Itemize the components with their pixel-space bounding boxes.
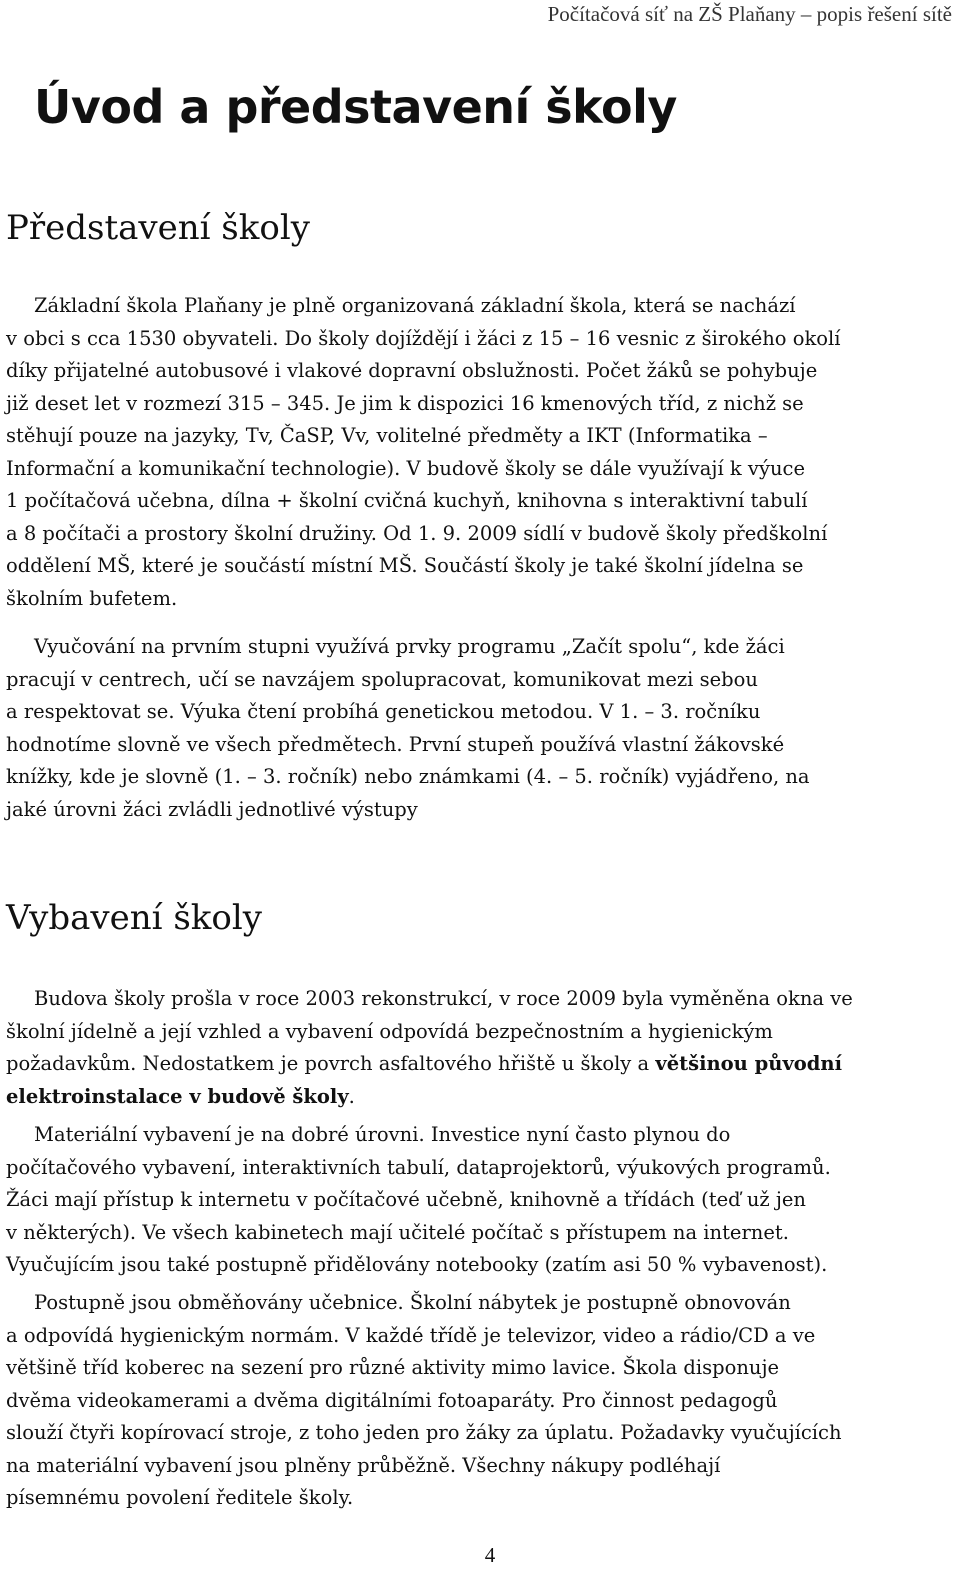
text-line: v obci s cca 1530 obyvateli. Do školy dojíždějí i žáci z 15 – 16 vesnic z širokého okolí xyxy=(6,326,841,350)
text-line: a respektovat se. Výuka čtení probíhá genetickou metodou. V 1. – 3. ročníku xyxy=(6,700,761,723)
text-line: oddělení MŠ, které je součástí místní MŠ. Součástí školy je také školní jídelna se xyxy=(6,554,804,577)
text-line: počítačového vybavení, interaktivních tabulí, dataprojektorů, výukových programů. xyxy=(6,1155,831,1179)
text-line: školní jídelně a její vzhled a vybavení odpovídá bezpečnostním a hygienickým xyxy=(6,1019,773,1043)
chapter-title: Úvod a představení školy xyxy=(34,80,677,134)
paragraph xyxy=(6,1119,952,1282)
paragraph xyxy=(6,983,952,1113)
running-header: Počítačová síť na ZŠ Plaňany – popis řešení sítě xyxy=(547,2,952,26)
text-line: Základní škola Plaňany je plně organizovaná základní škola, která se nachází xyxy=(34,294,796,317)
text-line: Vyučujícím jsou také postupně přidělovány notebooky (zatím asi 50 % vybavenost). xyxy=(6,1253,828,1276)
text-line: slouží čtyři kopírovací stroje, z toho jeden pro žáky za úplatu. Požadavky vyučujících xyxy=(6,1421,842,1444)
text-line: Informační a komunikační technologie). V budově školy se dále využívají k výuce xyxy=(6,456,805,480)
text-line: Materiální vybavení je na dobré úrovni. Investice nyní často plynou do xyxy=(34,1123,731,1146)
section-heading-predstaveni: Představení školy xyxy=(6,208,310,248)
text-line: Žáci mají přístup k internetu v počítačové učebně, knihovně a třídách (teď už jen xyxy=(6,1188,806,1211)
page-number: 4 xyxy=(484,1543,496,1567)
text-line xyxy=(6,1081,952,1114)
text-line: dvěma videokamerami a dvěma digitálními fotoaparáty. Pro činnost pedagogů xyxy=(6,1388,778,1412)
text-line: jaké úrovni žáci zvládli jednotlivé výstupy xyxy=(6,797,418,821)
text-line: knížky, kde je slovně (1. – 3. ročník) nebo známkami (4. – 5. ročník) vyjádřeno, na xyxy=(6,765,810,788)
text-line: Postupně jsou obměňovány učebnice. Školní nábytek je postupně obnovován xyxy=(34,1291,791,1314)
bold-text: většinou původní xyxy=(655,1052,843,1075)
paragraph xyxy=(6,631,952,826)
text-line: hodnotíme slovně ve všech předmětech. První stupeň používá vlastní žákovské xyxy=(6,732,785,756)
text-fragment: požadavkům. Nedostatkem je povrch asfaltového hřiště u školy a xyxy=(6,1052,656,1075)
text-line: 1 počítačová učebna, dílna + školní cvičná kuchyň, knihovna s interaktivní tabulí xyxy=(6,489,808,512)
text-line: písemnému povolení ředitele školy. xyxy=(6,1486,354,1509)
text-line: a odpovídá hygienickým normám. V každé třídě je televizor, video a rádio/CD a ve xyxy=(6,1323,816,1347)
text-line: v některých). Ve všech kabinetech mají učitelé počítač s přístupem na internet. xyxy=(6,1220,789,1244)
text-line: většině tříd koberec na sezení pro různé aktivity mimo lavice. Škola disponuje xyxy=(6,1356,780,1379)
paragraph xyxy=(6,1287,952,1515)
text-line: pracují v centrech, učí se navzájem spolupracovat, komunikovat mezi sebou xyxy=(6,667,758,691)
text-fragment: . xyxy=(348,1084,355,1108)
text-line: na materiální vybavení jsou plněny průběžně. Všechny nákupy podléhají xyxy=(6,1453,721,1477)
text-line xyxy=(6,1048,952,1081)
text-line: díky přijatelné autobusové i vlakové dopravní obslužnosti. Počet žáků se pohybuje xyxy=(6,359,818,382)
text-line: Vyučování na prvním stupni využívá prvky programu „Začít spolu“, kde žáci xyxy=(34,635,785,658)
section-heading-vybaveni: Vybavení školy xyxy=(6,898,262,938)
text-line: Budova školy prošla v roce 2003 rekonstrukcí, v roce 2009 byla vyměněna okna ve xyxy=(34,987,853,1010)
bold-text: elektroinstalace v budově školy xyxy=(6,1084,349,1108)
text-line: stěhují pouze na jazyky, Tv, ČaSP, Vv, volitelné předměty a IKT (Informatika – xyxy=(6,424,768,447)
paragraph xyxy=(6,290,952,615)
text-line: školním bufetem. xyxy=(6,586,178,610)
text-line: již deset let v rozmezí 315 – 345. Je jim k dispozici 16 kmenových tříd, z nichž se xyxy=(6,391,804,415)
text-line: a 8 počítači a prostory školní družiny. Od 1. 9. 2009 sídlí v budově školy předškolní xyxy=(6,521,828,545)
